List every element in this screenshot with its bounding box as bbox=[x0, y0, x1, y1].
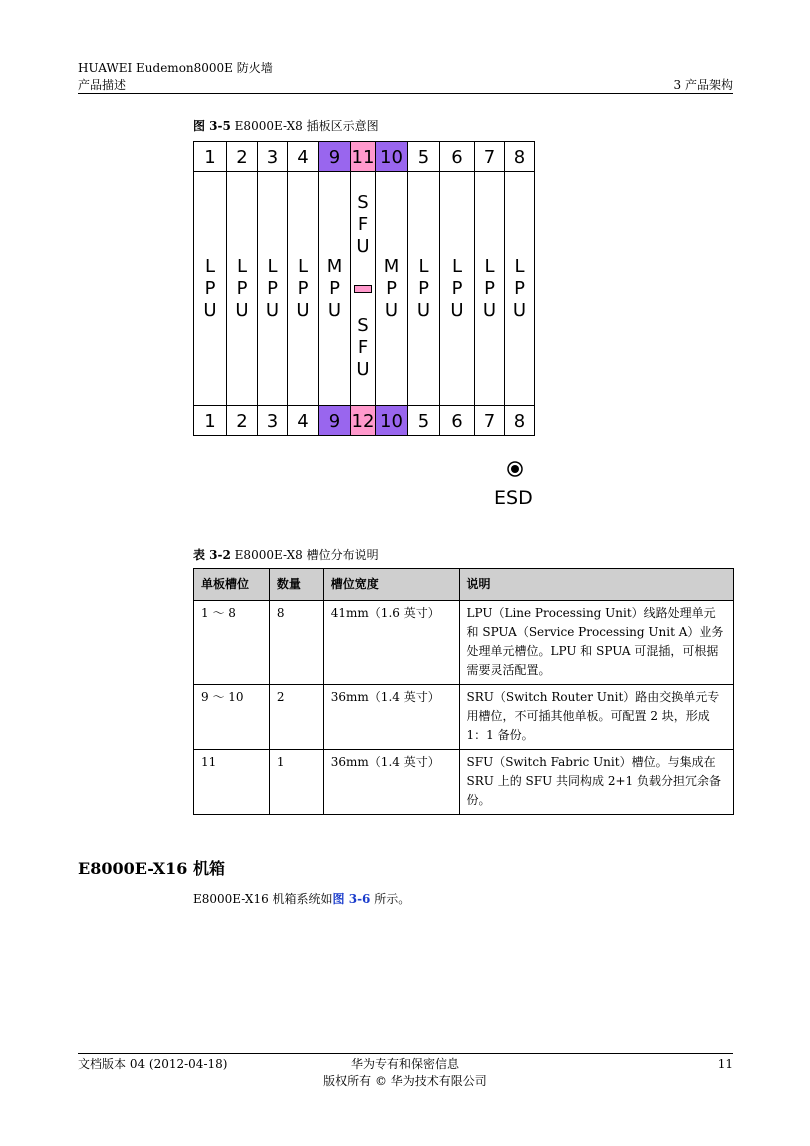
table-header-row bbox=[194, 569, 734, 601]
board-letter: L bbox=[236, 255, 248, 277]
figure-caption bbox=[193, 117, 379, 134]
board-letter: L bbox=[204, 255, 216, 277]
slot-number-top: 9 bbox=[318, 141, 351, 172]
slot-board bbox=[439, 171, 475, 406]
board-letter: P bbox=[329, 277, 340, 299]
board-letter: U bbox=[416, 299, 431, 321]
board-letter: L bbox=[484, 255, 495, 277]
slot-column bbox=[375, 141, 408, 435]
slot-number-bottom: 7 bbox=[474, 405, 505, 436]
board-letter: S bbox=[357, 315, 369, 336]
table-cell: SRU（Switch Router Unit）路由交换单元专用槽位，不可插其他单板。可配置 2 块，形成 1：1 备份。 bbox=[459, 685, 733, 750]
table-cell: 8 bbox=[269, 601, 323, 685]
table-cell: 36mm（1.4 英寸） bbox=[323, 750, 459, 815]
slot-number-bottom: 12 bbox=[350, 405, 376, 436]
header-rule bbox=[78, 93, 733, 94]
board-letter: L bbox=[267, 255, 278, 277]
slot-diagram bbox=[193, 141, 529, 435]
board-letter: U bbox=[512, 299, 527, 321]
slot-board-label bbox=[351, 192, 375, 258]
board-letter: U bbox=[356, 236, 370, 257]
slot-number-bottom: 9 bbox=[318, 405, 351, 436]
board-letter: U bbox=[265, 299, 280, 321]
slot-number-bottom: 5 bbox=[407, 405, 440, 436]
slot-number-bottom: 2 bbox=[226, 405, 258, 436]
table-row bbox=[194, 750, 734, 815]
slot-column bbox=[257, 141, 288, 435]
slot-number-bottom: 1 bbox=[193, 405, 227, 436]
slot-board bbox=[350, 171, 376, 406]
header-product: HUAWEI Eudemon8000E 防火墙 bbox=[78, 61, 273, 75]
board-letter: L bbox=[514, 255, 525, 277]
slot-board bbox=[287, 171, 319, 406]
figure-link[interactable]: 图 3-6 bbox=[332, 892, 371, 906]
board-letter: U bbox=[235, 299, 249, 321]
slot-number-bottom: 10 bbox=[375, 405, 408, 436]
table-cell: 1 bbox=[269, 750, 323, 815]
slot-board-label bbox=[266, 256, 279, 322]
board-letter: U bbox=[296, 299, 310, 321]
slot-column bbox=[474, 141, 505, 435]
board-letter: M bbox=[383, 255, 400, 277]
table-cell: 41mm（1.6 英寸） bbox=[323, 601, 459, 685]
board-letter: P bbox=[484, 277, 495, 299]
slot-column bbox=[504, 141, 535, 435]
slot-number-top: 10 bbox=[375, 141, 408, 172]
slot-board bbox=[504, 171, 535, 406]
figure-caption-number: 图 3-5 bbox=[193, 119, 231, 133]
slot-board bbox=[257, 171, 288, 406]
slot-number-top: 7 bbox=[474, 141, 505, 172]
esd-jack-icon bbox=[506, 460, 524, 478]
board-letter: P bbox=[297, 277, 309, 299]
board-letter: M bbox=[326, 255, 343, 277]
footer-version: 文档版本 04 (2012-04-18) bbox=[78, 1057, 228, 1071]
slot-number-top: 6 bbox=[439, 141, 475, 172]
slot-column bbox=[226, 141, 258, 435]
paragraph-text: E8000E-X16 机箱系统如 bbox=[193, 892, 333, 906]
slot-number-top: 1 bbox=[193, 141, 227, 172]
board-letter: P bbox=[386, 277, 397, 299]
slot-board-label bbox=[296, 256, 309, 322]
slot-board bbox=[226, 171, 258, 406]
board-letter: L bbox=[451, 255, 463, 277]
table-row bbox=[194, 685, 734, 750]
board-letter: P bbox=[267, 277, 278, 299]
slot-board-label bbox=[450, 256, 463, 322]
slot-board bbox=[375, 171, 408, 406]
slot-board-label bbox=[483, 256, 496, 322]
table-cell: 36mm（1.4 英寸） bbox=[323, 685, 459, 750]
table-cell: 9 ～ 10 bbox=[194, 685, 270, 750]
slot-column bbox=[407, 141, 440, 435]
table-header-cell: 数量 bbox=[269, 569, 323, 601]
footer-copyright: 版权所有 © 华为技术有限公司 bbox=[323, 1074, 487, 1088]
slot-board bbox=[193, 171, 227, 406]
esd-label: ESD bbox=[494, 487, 533, 509]
board-letter: L bbox=[297, 255, 309, 277]
slot-board-label bbox=[327, 256, 343, 322]
footer-confidential: 华为专有和保密信息 bbox=[350, 1057, 459, 1071]
board-letter: S bbox=[357, 192, 369, 213]
slot-column bbox=[439, 141, 475, 435]
board-letter: P bbox=[418, 277, 429, 299]
slot-number-top: 5 bbox=[407, 141, 440, 172]
board-letter: F bbox=[357, 214, 369, 235]
slot-column bbox=[287, 141, 319, 435]
slot-number-bottom: 3 bbox=[257, 405, 288, 436]
footer-page-number: 11 bbox=[717, 1057, 733, 1071]
board-letter: L bbox=[418, 255, 429, 277]
slot-board bbox=[474, 171, 505, 406]
board-letter: F bbox=[357, 337, 369, 358]
table-cell: 11 bbox=[194, 750, 270, 815]
table-cell: LPU（Line Processing Unit）线路处理单元和 SPUA（Service Processing Unit A）业务处理单元槽位。LPU 和 SPUA 可混插，可根据需要灵活配置。 bbox=[459, 601, 733, 685]
section-heading: E8000E-X16 机箱 bbox=[78, 859, 225, 878]
slot-number-top: 11 bbox=[350, 141, 376, 172]
slot-number-bottom: 6 bbox=[439, 405, 475, 436]
board-letter: U bbox=[482, 299, 497, 321]
slot-board-label bbox=[203, 256, 216, 322]
slot-board-label bbox=[235, 256, 248, 322]
slot-board bbox=[318, 171, 351, 406]
board-letter: U bbox=[384, 299, 399, 321]
footer-rule bbox=[78, 1053, 733, 1054]
slot-number-top: 2 bbox=[226, 141, 258, 172]
slot-board-label bbox=[351, 315, 375, 381]
slot-number-top: 3 bbox=[257, 141, 288, 172]
paragraph-text: 所示。 bbox=[370, 892, 411, 906]
slot-column bbox=[193, 141, 227, 435]
header-doc-type: 产品描述 bbox=[78, 78, 127, 92]
table-caption bbox=[193, 546, 379, 563]
header-chapter: 3 产品架构 bbox=[673, 78, 733, 92]
table-row bbox=[194, 601, 734, 685]
table-caption-text: E8000E-X8 槽位分布说明 bbox=[230, 548, 379, 562]
slot-board bbox=[407, 171, 440, 406]
slot-board-label bbox=[513, 256, 526, 322]
board-letter: P bbox=[451, 277, 463, 299]
slot-column bbox=[350, 141, 376, 435]
board-letter: U bbox=[327, 299, 342, 321]
table-cell: 2 bbox=[269, 685, 323, 750]
table-header-cell: 单板槽位 bbox=[194, 569, 270, 601]
board-letter: P bbox=[236, 277, 248, 299]
slot-number-bottom: 4 bbox=[287, 405, 319, 436]
table-header-cell: 槽位宽度 bbox=[323, 569, 459, 601]
slot-number-top: 4 bbox=[287, 141, 319, 172]
slot-column bbox=[318, 141, 351, 435]
slot-distribution-table bbox=[193, 568, 734, 815]
slot-board-label bbox=[417, 256, 430, 322]
slot-divider bbox=[354, 285, 372, 293]
table-cell: SFU（Switch Fabric Unit）槽位。与集成在 SRU 上的 SFU 共同构成 2+1 负载分担冗余备份。 bbox=[459, 750, 733, 815]
slot-number-bottom: 8 bbox=[504, 405, 535, 436]
table-caption-number: 表 3-2 bbox=[193, 548, 231, 562]
figure-caption-text: E8000E-X8 插板区示意图 bbox=[230, 119, 379, 133]
table-cell: 1 ～ 8 bbox=[194, 601, 270, 685]
board-letter: U bbox=[203, 299, 217, 321]
slot-number-top: 8 bbox=[504, 141, 535, 172]
section-paragraph bbox=[193, 890, 410, 907]
board-letter: P bbox=[514, 277, 525, 299]
board-letter: P bbox=[204, 277, 216, 299]
board-letter: U bbox=[450, 299, 464, 321]
table-header-cell: 说明 bbox=[459, 569, 733, 601]
board-letter: U bbox=[356, 359, 370, 380]
slot-board-label bbox=[384, 256, 400, 322]
